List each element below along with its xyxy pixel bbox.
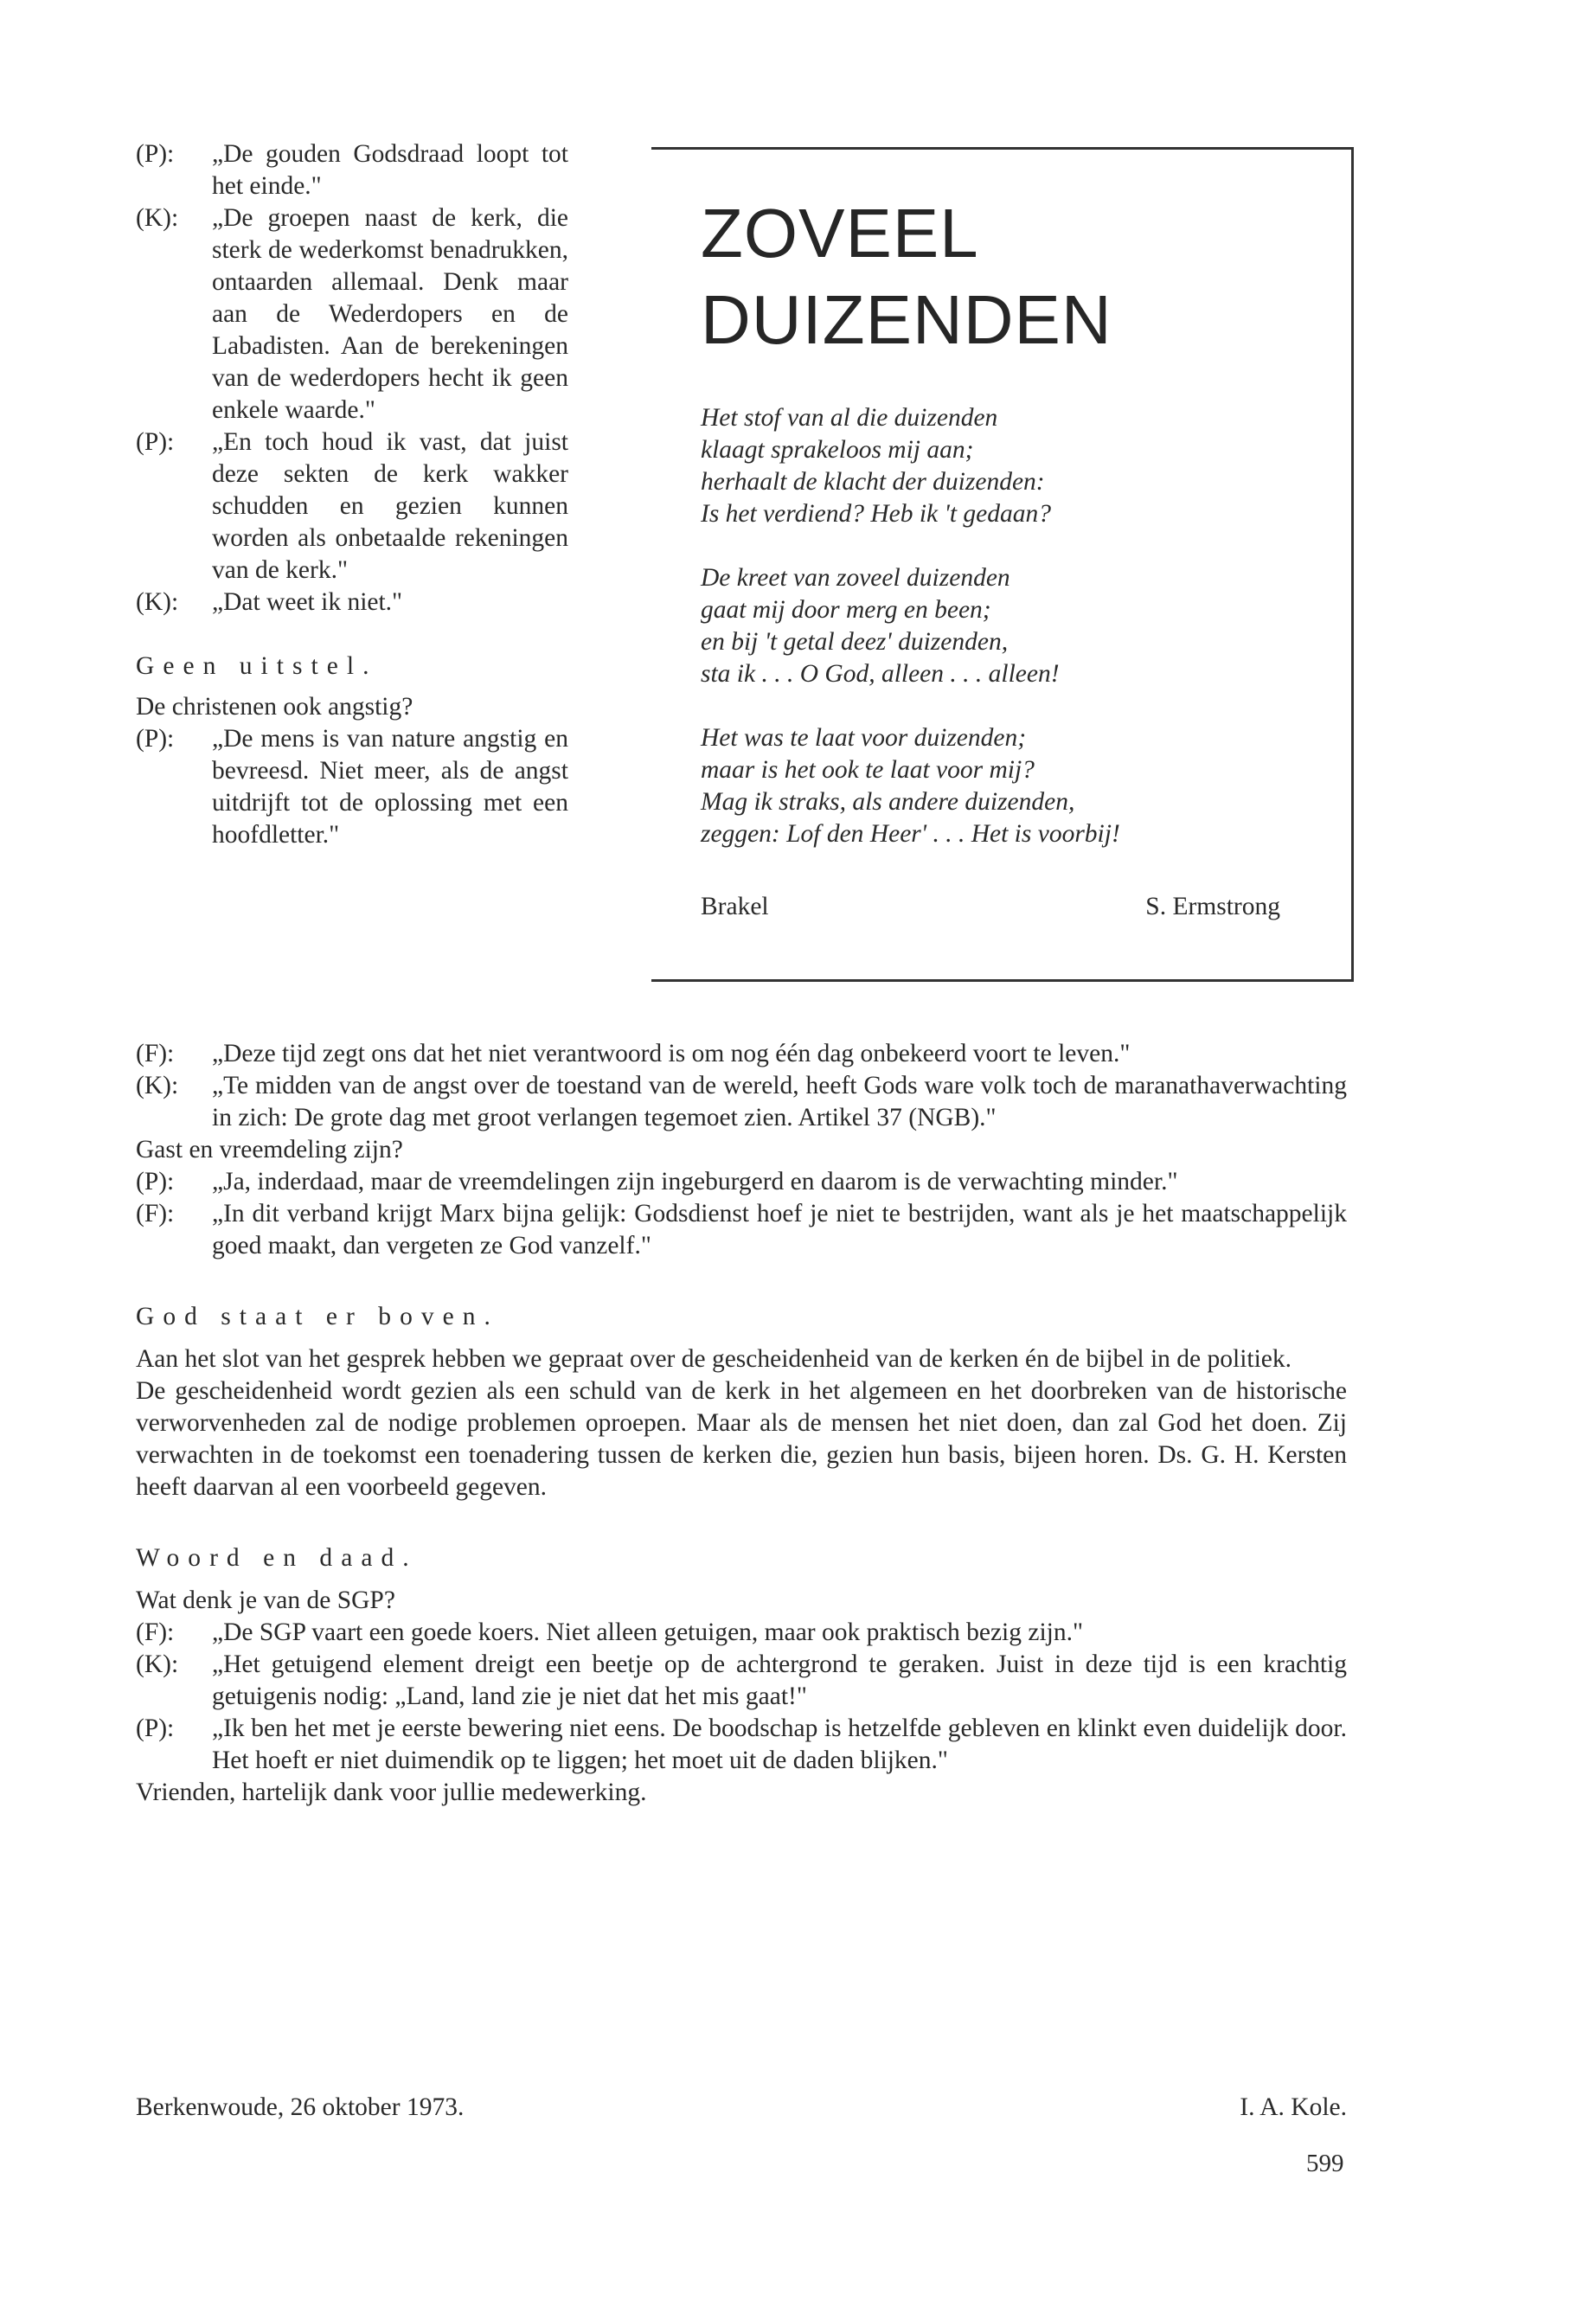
question-line: Wat denk je van de SGP?: [136, 1586, 395, 1614]
dialogue-text: „De gouden Godsdraad loopt tot het einde.": [212, 140, 568, 200]
page-number: 599: [1306, 2150, 1344, 2177]
dialogue-text: „Te midden van de angst over de toestand van de wereld, heeft Gods ware volk toch de maranathaverwachting in zich: De grote dag met groot verlangen tegemoet zien. Artikel 37 (NGB).": [212, 1072, 1347, 1131]
poem-line: zeggen: Lof den Heer' . . . Het is voorbij!: [701, 820, 1120, 848]
poem-title-line: DUIZENDEN: [701, 281, 1112, 358]
dialogue-line: [136, 138, 568, 202]
poem-stanza: [701, 562, 1324, 690]
speaker-label: (P):: [136, 428, 175, 456]
speaker-label: (P):: [136, 1168, 175, 1195]
speaker-label: (F):: [136, 1200, 175, 1227]
speaker-label: (K):: [136, 588, 179, 616]
speaker-label: (P):: [136, 140, 175, 168]
article-author: I. A. Kole.: [1240, 2093, 1347, 2121]
dialogue-line: [136, 586, 568, 619]
poem-signature: [701, 891, 1280, 923]
dialogue-text: „Ja, inderdaad, maar de vreemdelingen zijn ingeburgerd en daarom is de verwachting minder.": [212, 1168, 1178, 1195]
poem-line: herhaalt de klacht der duizenden:: [701, 468, 1045, 496]
dialogue-text: „In dit verband krijgt Marx bijna gelijk: Godsdienst hoef je niet te bestrijden, want als je het maatschappelijk goed maakt, dan vergeten ze God vanzelf.": [212, 1200, 1347, 1259]
dialogue-line: [136, 1617, 1347, 1649]
speaker-label: (F):: [136, 1618, 175, 1646]
dialogue-line: [136, 1198, 1347, 1262]
poem-place: Brakel: [701, 893, 769, 920]
speaker-label: (P):: [136, 1715, 175, 1742]
poem-line: maar is het ook te laat voor mij?: [701, 756, 1035, 784]
poem-body: [701, 402, 1324, 882]
speaker-label: (K):: [136, 204, 179, 232]
speaker-label: (P):: [136, 725, 175, 753]
dialogue-line: [136, 1713, 1347, 1777]
dialogue-text: „Ik ben het met je eerste bewering niet eens. De boodschap is hetzelfde gebleven en klinkt even duidelijk door. Het hoeft er niet duimendik op te liggen; het moet uit de daden blijken.": [212, 1715, 1347, 1774]
poem-line: Het stof van al die duizenden: [701, 404, 998, 432]
poem-line: klaagt sprakeloos mij aan;: [701, 436, 974, 464]
closing-line: Vrienden, hartelijk dank voor jullie medewerking.: [136, 1779, 647, 1806]
dialogue-line: [136, 426, 568, 586]
poem-line: sta ik . . . O God, alleen . . . alleen!: [701, 660, 1060, 688]
poem-line: Het was te laat voor duizenden;: [701, 724, 1027, 752]
paragraph: Aan het slot van het gesprek hebben we gepraat over de gescheidenheid van de kerken én de bijbel in de politiek.: [136, 1345, 1292, 1373]
speaker-label: (K):: [136, 1072, 179, 1099]
dialogue-text: „Deze tijd zegt ons dat het niet verantwoord is om nog één dag onbekeerd voort te leven.": [212, 1040, 1131, 1067]
section-heading: Geen uitstel.: [136, 652, 378, 680]
dialogue-text: „De mens is van nature angstig en bevreesd. Niet meer, als de angst uitdrijft tot de oplossing met een hoofdletter.": [212, 725, 568, 849]
article-footer: [136, 2092, 1347, 2124]
dialogue-line: [136, 1070, 1347, 1134]
section-heading: Woord en daad.: [136, 1544, 418, 1572]
poem-line: Is het verdiend? Heb ik 't gedaan?: [701, 500, 1051, 528]
dialogue-text: „En toch houd ik vast, dat juist deze sekten de kerk wakker schudden en gezien kunnen worden als onbetaalde rekeningen van de kerk.": [212, 428, 568, 584]
dialogue-text: „De SGP vaart een goede koers. Niet alleen getuigen, maar ook praktisch bezig zijn.": [212, 1618, 1084, 1646]
dialogue-line: [136, 1649, 1347, 1713]
dialogue-line: [136, 1166, 1347, 1198]
paragraph: De gescheidenheid wordt gezien als een schuld van de kerk in het algemeen en het doorbreken van de historische verworvenheden zal de nodige problemen oproepen. Maar als de mensen het niet doen, dan zal God het doen. Zij verwachten in de toekomst een toenadering tussen de kerken die, gezien hun basis, bijeen horen. Ds. G. H. Kersten heeft daarvan al een voorbeeld gegeven.: [136, 1377, 1347, 1501]
poem-title-line: ZOVEEL: [701, 195, 979, 272]
main-body: [136, 1038, 1347, 1809]
section-heading: God staat er boven.: [136, 1303, 499, 1330]
question-line: De christenen ook angstig?: [136, 693, 413, 721]
poem-stanza: [701, 722, 1324, 850]
dialogue-text: „Het getuigend element dreigt een beetje op de achtergrond te geraken. Juist in deze tijd is een krachtig getuigenis nodig: „Land, land zie je niet dat het mis gaat!": [212, 1650, 1347, 1710]
dialogue-text: „De groepen naast de kerk, die sterk de wederkomst benadrukken, ontaarden allemaal. Denk maar aan de Wederdopers en de Labadisten. Aan de berekeningen van de wederdopers hecht ik geen enkele waarde.": [212, 204, 568, 424]
poem-title: [701, 190, 1112, 363]
speaker-label: (F):: [136, 1040, 175, 1067]
dialogue-line: [136, 723, 568, 851]
poem-line: Mag ik straks, als andere duizenden,: [701, 788, 1075, 816]
poem-line: en bij 't getal deez' duizenden,: [701, 628, 1009, 656]
poem-stanza: [701, 402, 1324, 530]
dialogue-line: [136, 202, 568, 426]
question-line: Gast en vreemdeling zijn?: [136, 1136, 403, 1163]
poem-line: gaat mij door merg en been;: [701, 596, 991, 624]
speaker-label: (K):: [136, 1650, 179, 1678]
place-date: Berkenwoude, 26 oktober 1973.: [136, 2093, 465, 2121]
dialogue-line: [136, 1038, 1347, 1070]
poem-line: De kreet van zoveel duizenden: [701, 564, 1010, 592]
poem-author: S. Ermstrong: [1145, 893, 1280, 920]
left-column: [136, 138, 568, 851]
dialogue-text: „Dat weet ik niet.": [212, 588, 403, 616]
